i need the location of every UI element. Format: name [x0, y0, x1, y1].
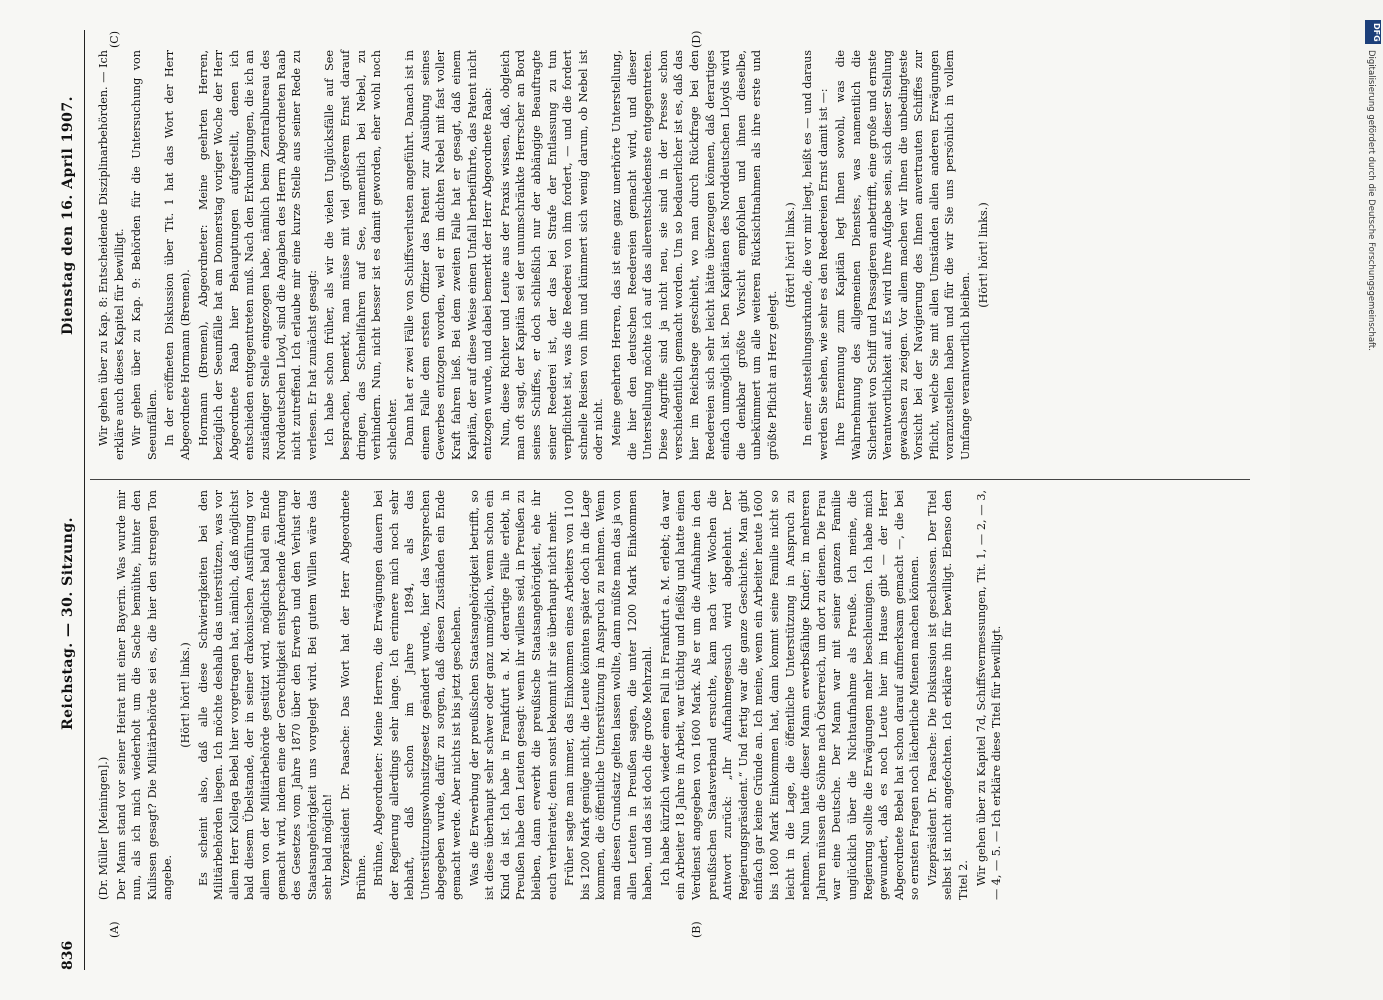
paragraph: Meine geehrten Herren, das ist eine ganz unerhörte Unterstellung, die hier den deutschen Reedereien gemacht wird, und dieser Unterstellung möchte ich auf das allerentschiedenste entgegentreten. Diese Angriffe sind ja nicht neu, sie sind in der Presse schon verschiedentlich gemacht worden. Um so bedauerlicher ist es, daß das hier im Reichstage geschieht, wo man durch Rückfrage bei den Reedereien sich sehr leicht hätte überzeugen können, daß derartiges einfach unmöglich ist. Den Kapitänen des Norddeutschen Lloyds wird die denkbar größte Vorsicht empfohlen und ihnen dieselbe, unbekümmert um alle weiteren Rücksichtnahmen als ihre erste und größte Pflicht an Herz gelegt. — [610, 50, 779, 460]
margin-mark-a: (A) — [108, 921, 121, 938]
paragraph: In einer Anstellungsurkunde, die vor mir liegt, heißt es — und daraus werden Sie sehen, wie sehr es den Reedereien Ernst damit ist —: — [801, 50, 830, 460]
dfg-logo: DFG — [1365, 20, 1381, 44]
left-text-column — [96, 490, 1007, 900]
column-divider — [90, 479, 1250, 480]
paragraph: (Hört! hört! links.) — [783, 202, 797, 308]
paragraph: Hormann (Bremen), Abgeordneter: Meine geehrten Herren, bezüglich der Seeunfälle hat am Donnerstag voriger Woche der Herr Abgeordnete Raab hier Behauptungen aufgestellt, denen ich entschieden entgegentreten muß. Nach den Erkundigungen, die ich an zuständiger Stelle eingezogen habe, nämlich beim Zentralbureau des Norddeutschen Lloyd, sind die Angaben des Herrn Abgeordneten Raab nicht zutreffend. Ich erlaube mir eine kurze Stelle aus seiner Rede zu verlesen. Er hat zunächst gesagt: — [196, 50, 319, 460]
dfg-credit-text: Digitalisierung gefördert durch die Deutsche Forschungsgemeinschaft. — [1366, 50, 1376, 351]
paragraph: Ich habe schon früher, als wir die vielen Unglücksfälle auf See besprachen, bemerkt, man müsse mit viel größerem Ernst darauf dringen, das Schnellfahren auf See, namentlich bei Nebel, zu verhindern. Nun, nicht besser ist es damit geworden, eher wohl noch schlechter. — [323, 50, 399, 460]
page-header — [58, 30, 84, 970]
session-title: Reichstag. — 30. Sitzung. — [60, 517, 76, 730]
paragraph: (Dr. Müller [Meiningen].) — [97, 756, 110, 900]
paragraph: Wir gehen über zu Kap. 9: Behörden für die Untersuchung von Seeunfällen. — [130, 50, 159, 460]
paragraph: Der Mann stand vor seiner Heirat mit einer Bayerin. Was wurde mir nun, als ich mich wiederholt um die Sache bemühte, hinter den Kulissen gesagt? Die Militärbehörde sei es, die hier den strengen Ton angebe. — [114, 490, 175, 900]
paragraph: Vizepräsident Dr. Paasche: Die Diskussion ist geschlossen. Der Titel selbst ist nicht angefochten. Ich erkläre ihn für bewilligt. Ebenso den Titel 2. — [925, 490, 971, 900]
paragraph: Ich habe kürzlich wieder einen Fall in Frankfurt a. M. erlebt; da war ein Arbeiter 18 Jahre in Arbeit, war tüchtig und fleißig und hatte einen Verdienst angegeben von 1600 Mark. Als er um die Aufnahme in den preußischen Staatsverband ersuchte, kam nach vier Wochen die Antwort zurück: „Ihr Aufnahmegesuch wird abgelehnt. Der Regierungspräsident.“ Und fertig war die ganze Geschichte. Man gibt einfach gar keine Gründe an. Ich meine, wenn ein Arbeiter heute 1600 bis 1800 Mark Einkommen hat, dann kommt seine Familie nicht so leicht in die Lage, die öffentliche Unterstützung in Anspruch zu nehmen. Nun hatte dieser Mann erwerbsfähige Kinder; in mehreren Jahren müssen die Söhne nach Österreich, um dort zu dienen. Die Frau war eine Deutsche. Der Mann war mit seiner ganzen Familie unglücklich über die Nichtaufnahme als Preuße. Ich meine, die Regierung sollte die Erwägungen mehr beschleunigen. Ich habe mich gewundert, daß es noch Leute hier im Hause gibt — der Herr Abgeordnete Bebel hat schon darauf aufmerksam gemacht —, die bei so ernsten Fragen noch lächerliche Mienen machen können. — [658, 490, 922, 900]
paragraph: (Hört! hört! links.) — [976, 202, 990, 308]
paragraph: Brühne, Abgeordneter: Meine Herren, die Erwägungen dauern bei der Regierung allerdings sehr lange. Ich erinnere mich noch sehr lebhaft, daß schon im Jahre 1894, als das Unterstützungswohnsitzgesetz geändert wurde, hier das Versprechen abgegeben wurde, dafür zu sorgen, daß diesen Zuständen ein Ende gemacht werde. Aber nichts ist bis jetzt geschehen. — [372, 490, 464, 900]
paragraph: Es scheint also, daß alle diese Schwierigkeiten bei den Militärbehörden liegen. Ich möchte deshalb das unterstützen, was vor allem Herr Kollega Bebel hier vorgetragen hat, nämlich, daß möglichst bald diesem Übelstande, der in seiner drakonischen Ausführung vor allem von der Militärbehörde gestützt wird, möglichst bald ein Ende gemacht wird, indem eine der Gerechtigkeit entsprechende Änderung des Gesetzes vom Jahre 1870 über den Erwerb und den Verlust der Staatsangehörigkeit uns vorgelegt wird. Bei gutem Willen wäre das sehr bald möglich! — [196, 490, 335, 900]
margin-mark-d: (D) — [690, 30, 703, 48]
paragraph: Nun, diese Richter und Leute aus der Praxis wissen, daß, obgleich man oft sagt, der Kapitän sei der unumschränkte Herrscher an Bord seines Schiffes, er doch schließlich nur der abhängige Beauftragte seiner Reederei ist, der das bei Strafe der Entlassung zu tun verpflichtet ist, was die Reederei von ihm fordert, — und die fordert schnelle Reisen von ihm und kümmert sich wenig darum, ob Nebel ist oder nicht. — [498, 50, 606, 460]
page-number: 836 — [60, 940, 76, 970]
paragraph: In der eröffneten Diskussion über Tit. 1 hat das Wort der Herr Abgeordnete Hormann (Bremen). — [163, 50, 192, 460]
dfg-credit-sidebar — [1363, 0, 1383, 1000]
paragraph: Ihre Ernennung zum Kapitän legt Ihnen sowohl, was die Wahrnehmung des allgemeinen Dienstes, was namentlich die Sicherheit von Schiff und Passagieren anbetrifft, eine große und ernste Verantwortlichkeit auf. Es wird Ihre Aufgabe sein, sich dieser Stellung gewachsen zu zeigen. Vor allem machen wir Ihnen die unbedingteste Vorsicht bei der Navigierung des Ihnen anvertrauten Schiffes zur Pflicht, welche Sie mit allen Umständen allen anderen Erwägungen voranzustellen haben und für die wir Sie uns persönlich in vollem Umfange verantwortlich bleiben. — [834, 50, 973, 460]
paragraph: Wir gehen über zu Kapitel 7d, Schiffsvermessungen, Tit. 1, — 2, — 3, — 4, — 5. — Ich erkläre diese Titel für bewilligt. — [974, 490, 1004, 900]
paragraph: Dann hat er zwei Fälle von Schiffsverlusten angeführt. Danach ist in einem Falle dem ersten Offizier das Patent zur Ausübung seines Gewerbes entzogen worden, weil er im dichten Nebel mit fast voller Kraft fahren ließ. Bei dem zweiten Falle hat er gesagt, daß einem Kapitän, der auf diese Weise einen Unfall herbeiführte, das Patent nicht entzogen wurde, und dabei bemerkt der Herr Abgeordnete Raab: — [403, 50, 495, 460]
session-date: Dienstag den 16. April 1907. — [60, 96, 76, 335]
paragraph: Vizepräsident Dr. Paasche: Das Wort hat der Herr Abgeordnete Brühne. — [338, 490, 368, 900]
right-text-column — [96, 50, 993, 460]
header-rule — [84, 30, 85, 970]
paragraph: Was die Erwerbung der preußischen Staatsangehörigkeit betrifft, so ist diese überhaupt sehr schwer oder ganz unmöglich, wenn schon ein Kind da ist. Ich habe in Frankfurt a. M. derartige Fälle erlebt, in Preußen habe den Leuten gesagt: wenn ihr willens seid, in Preußen zu bleiben, dann erwerbt die preußische Staatsangehörigkeit, ehe ihr euch verheiratet; denn sonst bekommt ihr sie überhaupt nicht mehr. — [467, 490, 559, 900]
paragraph: (Hört! hört! links.) — [178, 642, 192, 748]
paragraph: Wir gehen über zu Kap. 8: Entscheidende Disziplinarbehörden. — Ich erkläre auch dieses Kapitel für bewilligt. — [97, 50, 126, 460]
paragraph: Früher sagte man immer, das Einkommen eines Arbeiters von 1100 bis 1200 Mark genüge nicht, die Leute könnten später doch in die Lage kommen, die öffentliche Unterstützung in Anspruch zu nehmen. Wenn man diesen Grundsatz gelten lassen wollte, dann müßte man das ja von allen Leuten in Preußen sagen, die unter 1200 Mark Einkommen haben, und das ist doch die große Mehrzahl. — [563, 490, 655, 900]
margin-mark-b: (B) — [690, 921, 703, 938]
margin-mark-c: (C) — [108, 31, 121, 48]
